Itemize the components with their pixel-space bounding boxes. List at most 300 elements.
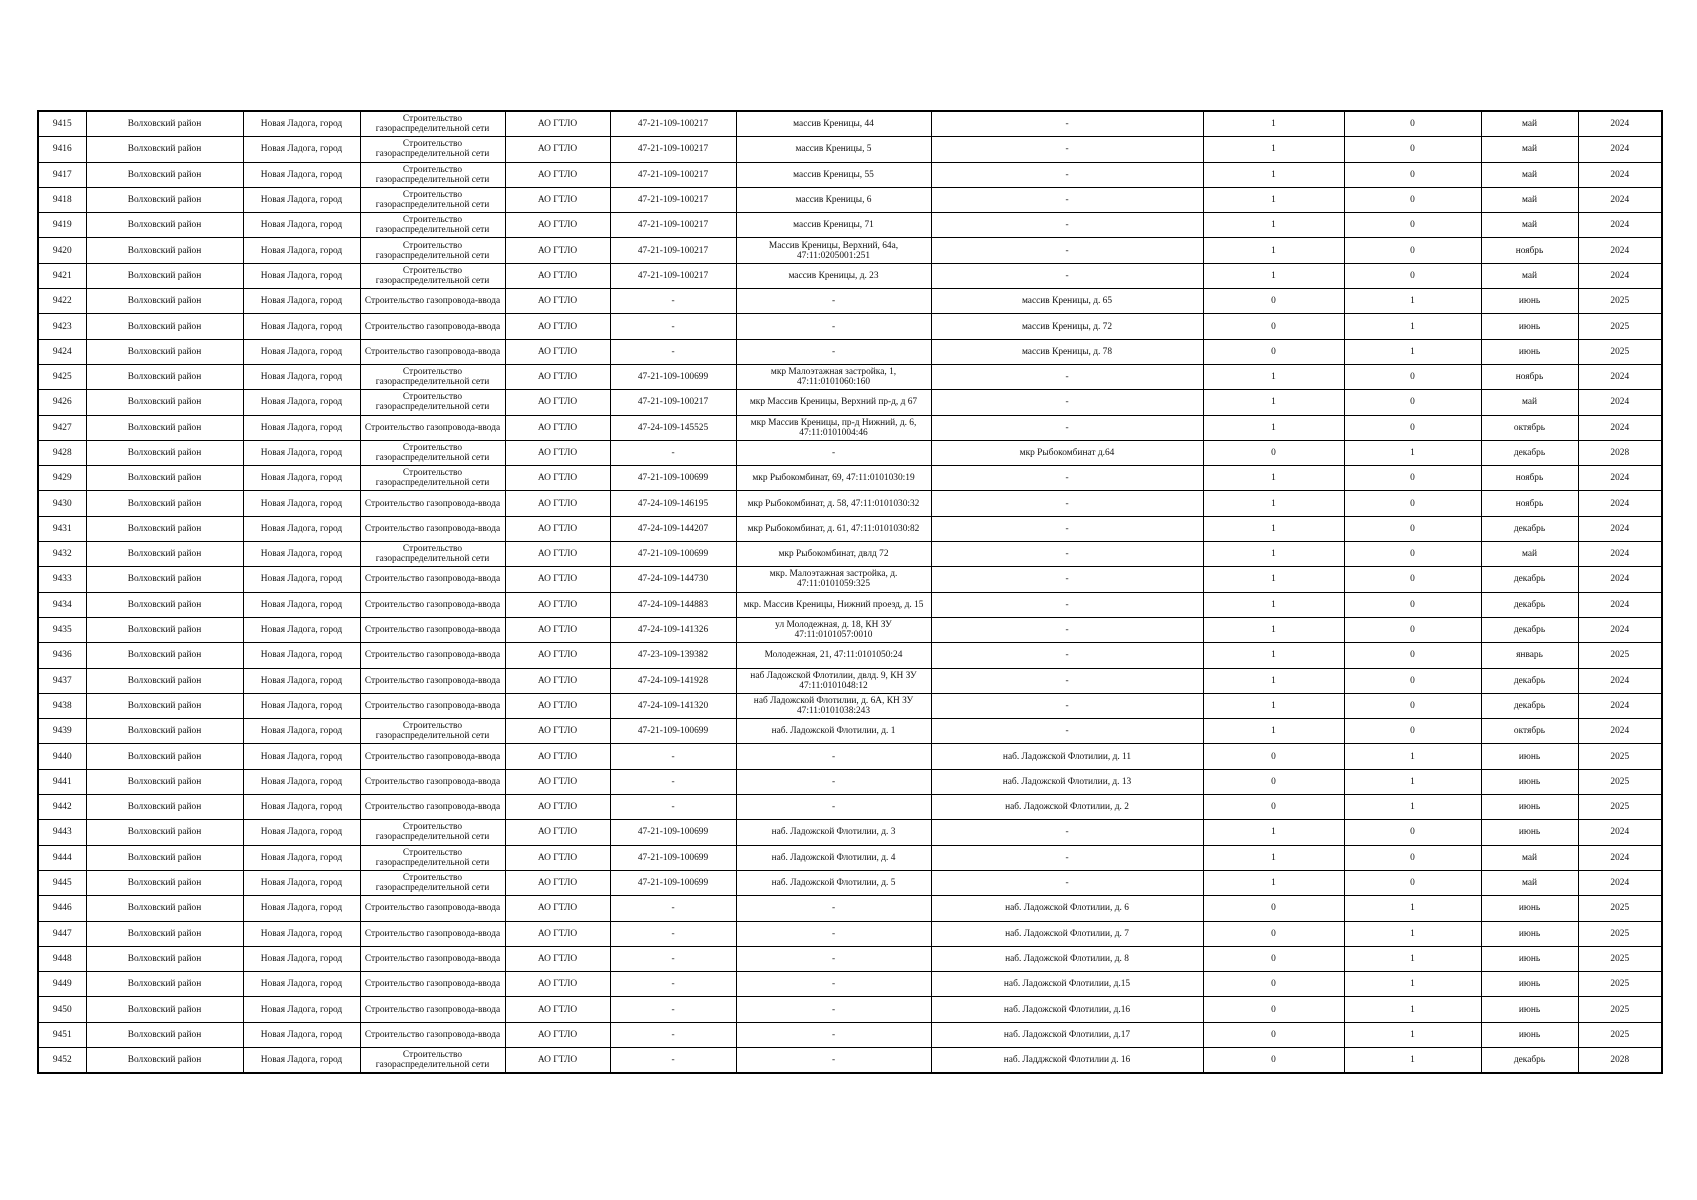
work-type-cell: Строительство газопровода-ввода <box>360 668 505 693</box>
address-cell: - <box>736 339 931 364</box>
settlement-cell: Новая Ладога, город <box>243 390 360 415</box>
district-cell: Волховский район <box>86 997 243 1022</box>
row-number-cell: 9446 <box>38 896 86 921</box>
month-cell: май <box>1481 111 1578 137</box>
table-row <box>38 567 1662 592</box>
settlement-cell: Новая Ладога, город <box>243 769 360 794</box>
network-count-cell: 1 <box>1203 187 1344 212</box>
district-cell: Волховский район <box>86 972 243 997</box>
table-row <box>38 617 1662 642</box>
network-count-cell: 1 <box>1203 870 1344 895</box>
organization-cell: АО ГТЛО <box>505 668 610 693</box>
network-count-cell: 1 <box>1203 542 1344 567</box>
work-type-cell: Строительство газораспределительной сети <box>360 187 505 212</box>
work-type-cell: Строительство газораспределительной сети <box>360 364 505 389</box>
input-count-cell: 1 <box>1344 314 1481 339</box>
row-number-cell: 9416 <box>38 137 86 162</box>
row-number-cell: 9426 <box>38 390 86 415</box>
settlement-cell: Новая Ладога, город <box>243 643 360 668</box>
address-cell: массив Креницы, 44 <box>736 111 931 137</box>
address-cell: мкр Массив Креницы, пр-д Нижний, д. 6, 47:11:0101004:46 <box>736 415 931 440</box>
table-row <box>38 795 1662 820</box>
network-count-cell: 1 <box>1203 617 1344 642</box>
input-address-cell: наб. Ладджской Флотилии д. 16 <box>931 1047 1203 1073</box>
year-cell: 2025 <box>1578 769 1662 794</box>
input-count-cell: 0 <box>1344 693 1481 718</box>
row-number-cell: 9429 <box>38 466 86 491</box>
district-cell: Волховский район <box>86 111 243 137</box>
district-cell: Волховский район <box>86 592 243 617</box>
object-code-cell: - <box>610 946 736 971</box>
settlement-cell: Новая Ладога, город <box>243 896 360 921</box>
table-row <box>38 516 1662 541</box>
input-address-cell: - <box>931 238 1203 263</box>
network-count-cell: 1 <box>1203 820 1344 845</box>
organization-cell: АО ГТЛО <box>505 921 610 946</box>
month-cell: декабрь <box>1481 693 1578 718</box>
network-count-cell: 1 <box>1203 567 1344 592</box>
row-number-cell: 9436 <box>38 643 86 668</box>
address-cell: - <box>736 1047 931 1073</box>
input-address-cell: - <box>931 390 1203 415</box>
row-number-cell: 9415 <box>38 111 86 137</box>
network-count-cell: 1 <box>1203 719 1344 744</box>
year-cell: 2024 <box>1578 263 1662 288</box>
row-number-cell: 9435 <box>38 617 86 642</box>
table-row <box>38 719 1662 744</box>
object-code-cell: - <box>610 997 736 1022</box>
work-type-cell: Строительство газораспределительной сети <box>360 719 505 744</box>
input-address-cell: - <box>931 466 1203 491</box>
input-address-cell: - <box>931 213 1203 238</box>
input-address-cell: - <box>931 187 1203 212</box>
month-cell: ноябрь <box>1481 238 1578 263</box>
district-cell: Волховский район <box>86 339 243 364</box>
organization-cell: АО ГТЛО <box>505 187 610 212</box>
year-cell: 2024 <box>1578 415 1662 440</box>
settlement-cell: Новая Ладога, город <box>243 137 360 162</box>
year-cell: 2024 <box>1578 187 1662 212</box>
row-number-cell: 9437 <box>38 668 86 693</box>
table-row <box>38 339 1662 364</box>
work-type-cell: Строительство газопровода-ввода <box>360 693 505 718</box>
year-cell: 2025 <box>1578 795 1662 820</box>
organization-cell: АО ГТЛО <box>505 162 610 187</box>
object-code-cell: - <box>610 896 736 921</box>
input-address-cell: - <box>931 111 1203 137</box>
settlement-cell: Новая Ладога, город <box>243 466 360 491</box>
settlement-cell: Новая Ладога, город <box>243 946 360 971</box>
table-row <box>38 693 1662 718</box>
organization-cell: АО ГТЛО <box>505 643 610 668</box>
work-type-cell: Строительство газораспределительной сети <box>360 1047 505 1073</box>
year-cell: 2025 <box>1578 744 1662 769</box>
row-number-cell: 9447 <box>38 921 86 946</box>
address-cell: мкр Рыбокомбинат, д. 61, 47:11:0101030:82 <box>736 516 931 541</box>
row-number-cell: 9448 <box>38 946 86 971</box>
input-address-cell: наб. Ладожской Флотилии, д.15 <box>931 972 1203 997</box>
settlement-cell: Новая Ладога, город <box>243 1022 360 1047</box>
network-count-cell: 0 <box>1203 339 1344 364</box>
table-row <box>38 845 1662 870</box>
row-number-cell: 9449 <box>38 972 86 997</box>
month-cell: июнь <box>1481 314 1578 339</box>
row-number-cell: 9422 <box>38 289 86 314</box>
input-count-cell: 0 <box>1344 870 1481 895</box>
settlement-cell: Новая Ладога, город <box>243 111 360 137</box>
address-cell: - <box>736 946 931 971</box>
address-cell: массив Креницы, 5 <box>736 137 931 162</box>
work-type-cell: Строительство газораспределительной сети <box>360 845 505 870</box>
district-cell: Волховский район <box>86 289 243 314</box>
input-address-cell: массив Креницы, д. 72 <box>931 314 1203 339</box>
month-cell: ноябрь <box>1481 466 1578 491</box>
address-cell: мкр Рыбокомбинат, д. 58, 47:11:0101030:32 <box>736 491 931 516</box>
work-type-cell: Строительство газопровода-ввода <box>360 1022 505 1047</box>
work-type-cell: Строительство газопровода-ввода <box>360 491 505 516</box>
district-cell: Волховский район <box>86 643 243 668</box>
month-cell: июнь <box>1481 1022 1578 1047</box>
settlement-cell: Новая Ладога, город <box>243 440 360 465</box>
input-address-cell: - <box>931 263 1203 288</box>
organization-cell: АО ГТЛО <box>505 364 610 389</box>
month-cell: июнь <box>1481 795 1578 820</box>
work-type-cell: Строительство газораспределительной сети <box>360 390 505 415</box>
settlement-cell: Новая Ладога, город <box>243 668 360 693</box>
settlement-cell: Новая Ладога, город <box>243 820 360 845</box>
district-cell: Волховский район <box>86 719 243 744</box>
year-cell: 2024 <box>1578 466 1662 491</box>
input-address-cell: - <box>931 693 1203 718</box>
input-address-cell: наб. Ладожской Флотилии, д.17 <box>931 1022 1203 1047</box>
input-address-cell: мкр Рыбокомбинат д.64 <box>931 440 1203 465</box>
network-count-cell: 1 <box>1203 238 1344 263</box>
network-count-cell: 1 <box>1203 111 1344 137</box>
year-cell: 2024 <box>1578 516 1662 541</box>
work-type-cell: Строительство газопровода-ввода <box>360 744 505 769</box>
row-number-cell: 9423 <box>38 314 86 339</box>
table-row <box>38 1047 1662 1073</box>
work-type-cell: Строительство газопровода-ввода <box>360 516 505 541</box>
year-cell: 2024 <box>1578 592 1662 617</box>
row-number-cell: 9419 <box>38 213 86 238</box>
work-type-cell: Строительство газораспределительной сети <box>360 440 505 465</box>
input-address-cell: - <box>931 668 1203 693</box>
input-count-cell: 0 <box>1344 820 1481 845</box>
input-count-cell: 0 <box>1344 364 1481 389</box>
table-row <box>38 643 1662 668</box>
address-cell: мкр Рыбокомбинат, 69, 47:11:0101030:19 <box>736 466 931 491</box>
network-count-cell: 1 <box>1203 491 1344 516</box>
district-cell: Волховский район <box>86 1022 243 1047</box>
settlement-cell: Новая Ладога, город <box>243 289 360 314</box>
settlement-cell: Новая Ладога, город <box>243 187 360 212</box>
table-row <box>38 668 1662 693</box>
district-cell: Волховский район <box>86 668 243 693</box>
object-code-cell: 47-24-109-141326 <box>610 617 736 642</box>
input-address-cell: наб. Ладожской Флотилии, д. 8 <box>931 946 1203 971</box>
month-cell: октябрь <box>1481 719 1578 744</box>
address-cell: - <box>736 921 931 946</box>
row-number-cell: 9425 <box>38 364 86 389</box>
settlement-cell: Новая Ладога, город <box>243 238 360 263</box>
network-count-cell: 0 <box>1203 1022 1344 1047</box>
settlement-cell: Новая Ладога, город <box>243 744 360 769</box>
settlement-cell: Новая Ладога, город <box>243 213 360 238</box>
work-type-cell: Строительство газораспределительной сети <box>360 213 505 238</box>
gasification-table-page <box>37 110 1661 1074</box>
district-cell: Волховский район <box>86 870 243 895</box>
network-count-cell: 1 <box>1203 693 1344 718</box>
network-count-cell: 0 <box>1203 744 1344 769</box>
network-count-cell: 1 <box>1203 668 1344 693</box>
organization-cell: АО ГТЛО <box>505 592 610 617</box>
input-address-cell: - <box>931 162 1203 187</box>
input-address-cell: - <box>931 516 1203 541</box>
work-type-cell: Строительство газопровода-ввода <box>360 972 505 997</box>
organization-cell: АО ГТЛО <box>505 946 610 971</box>
gasification-table <box>37 110 1663 1074</box>
organization-cell: АО ГТЛО <box>505 820 610 845</box>
object-code-cell: - <box>610 289 736 314</box>
table-row <box>38 390 1662 415</box>
network-count-cell: 1 <box>1203 643 1344 668</box>
address-cell: наб. Ладожской Флотилии, д. 5 <box>736 870 931 895</box>
input-address-cell: наб. Ладожской Флотилии, д. 13 <box>931 769 1203 794</box>
year-cell: 2025 <box>1578 921 1662 946</box>
year-cell: 2024 <box>1578 491 1662 516</box>
year-cell: 2024 <box>1578 617 1662 642</box>
district-cell: Волховский район <box>86 213 243 238</box>
address-cell: - <box>736 972 931 997</box>
work-type-cell: Строительство газопровода-ввода <box>360 946 505 971</box>
month-cell: июнь <box>1481 820 1578 845</box>
object-code-cell: 47-23-109-139382 <box>610 643 736 668</box>
input-count-cell: 0 <box>1344 466 1481 491</box>
row-number-cell: 9421 <box>38 263 86 288</box>
object-code-cell: 47-21-109-100699 <box>610 542 736 567</box>
object-code-cell: 47-21-109-100217 <box>610 213 736 238</box>
table-row <box>38 238 1662 263</box>
address-cell: наб. Ладожской Флотилии, д. 3 <box>736 820 931 845</box>
input-count-cell: 0 <box>1344 213 1481 238</box>
address-cell: массив Креницы, 55 <box>736 162 931 187</box>
input-address-cell: - <box>931 567 1203 592</box>
district-cell: Волховский район <box>86 1047 243 1073</box>
organization-cell: АО ГТЛО <box>505 693 610 718</box>
settlement-cell: Новая Ладога, город <box>243 870 360 895</box>
district-cell: Волховский район <box>86 795 243 820</box>
object-code-cell: 47-21-109-100217 <box>610 187 736 212</box>
district-cell: Волховский район <box>86 542 243 567</box>
table-row <box>38 491 1662 516</box>
year-cell: 2025 <box>1578 972 1662 997</box>
address-cell: наб. Ладожской Флотилии, д. 1 <box>736 719 931 744</box>
year-cell: 2024 <box>1578 364 1662 389</box>
address-cell: наб Ладожской Флотилии, д. 6А, КН ЗУ 47:11:0101038:243 <box>736 693 931 718</box>
object-code-cell: - <box>610 972 736 997</box>
year-cell: 2024 <box>1578 668 1662 693</box>
object-code-cell: 47-24-109-141928 <box>610 668 736 693</box>
work-type-cell: Строительство газопровода-ввода <box>360 643 505 668</box>
input-address-cell: - <box>931 542 1203 567</box>
input-address-cell: - <box>931 592 1203 617</box>
row-number-cell: 9430 <box>38 491 86 516</box>
organization-cell: АО ГТЛО <box>505 972 610 997</box>
address-cell: массив Креницы, 71 <box>736 213 931 238</box>
object-code-cell: 47-21-109-100699 <box>610 870 736 895</box>
object-code-cell: - <box>610 744 736 769</box>
object-code-cell: 47-21-109-100217 <box>610 263 736 288</box>
year-cell: 2024 <box>1578 567 1662 592</box>
year-cell: 2024 <box>1578 213 1662 238</box>
row-number-cell: 9427 <box>38 415 86 440</box>
row-number-cell: 9452 <box>38 1047 86 1073</box>
settlement-cell: Новая Ладога, город <box>243 921 360 946</box>
month-cell: декабрь <box>1481 617 1578 642</box>
input-count-cell: 1 <box>1344 440 1481 465</box>
organization-cell: АО ГТЛО <box>505 769 610 794</box>
settlement-cell: Новая Ладога, город <box>243 972 360 997</box>
input-count-cell: 1 <box>1344 769 1481 794</box>
table-row <box>38 997 1662 1022</box>
district-cell: Волховский район <box>86 466 243 491</box>
organization-cell: АО ГТЛО <box>505 466 610 491</box>
input-address-cell: наб. Ладожской Флотилии, д.16 <box>931 997 1203 1022</box>
input-count-cell: 0 <box>1344 263 1481 288</box>
settlement-cell: Новая Ладога, город <box>243 617 360 642</box>
address-cell: Массив Креницы, Верхний, 64а, 47:11:0205001:251 <box>736 238 931 263</box>
month-cell: май <box>1481 845 1578 870</box>
month-cell: май <box>1481 263 1578 288</box>
year-cell: 2024 <box>1578 390 1662 415</box>
district-cell: Волховский район <box>86 314 243 339</box>
work-type-cell: Строительство газораспределительной сети <box>360 137 505 162</box>
object-code-cell: - <box>610 440 736 465</box>
network-count-cell: 1 <box>1203 162 1344 187</box>
row-number-cell: 9432 <box>38 542 86 567</box>
settlement-cell: Новая Ладога, город <box>243 542 360 567</box>
table-row <box>38 137 1662 162</box>
input-count-cell: 1 <box>1344 896 1481 921</box>
input-count-cell: 0 <box>1344 542 1481 567</box>
row-number-cell: 9417 <box>38 162 86 187</box>
object-code-cell: 47-24-109-144883 <box>610 592 736 617</box>
district-cell: Волховский район <box>86 415 243 440</box>
year-cell: 2025 <box>1578 289 1662 314</box>
network-count-cell: 0 <box>1203 289 1344 314</box>
object-code-cell: - <box>610 769 736 794</box>
object-code-cell: - <box>610 921 736 946</box>
work-type-cell: Строительство газопровода-ввода <box>360 289 505 314</box>
address-cell: Молодежная, 21, 47:11:0101050:24 <box>736 643 931 668</box>
address-cell: мкр. Массив Креницы, Нижний проезд, д. 15 <box>736 592 931 617</box>
input-count-cell: 0 <box>1344 162 1481 187</box>
object-code-cell: 47-21-109-100699 <box>610 820 736 845</box>
object-code-cell: 47-21-109-100699 <box>610 719 736 744</box>
organization-cell: АО ГТЛО <box>505 263 610 288</box>
input-address-cell: - <box>931 137 1203 162</box>
input-count-cell: 1 <box>1344 1022 1481 1047</box>
month-cell: декабрь <box>1481 440 1578 465</box>
network-count-cell: 0 <box>1203 440 1344 465</box>
address-cell: - <box>736 997 931 1022</box>
object-code-cell: - <box>610 339 736 364</box>
object-code-cell: 47-21-109-100217 <box>610 111 736 137</box>
input-count-cell: 1 <box>1344 289 1481 314</box>
organization-cell: АО ГТЛО <box>505 997 610 1022</box>
organization-cell: АО ГТЛО <box>505 238 610 263</box>
organization-cell: АО ГТЛО <box>505 339 610 364</box>
network-count-cell: 1 <box>1203 845 1344 870</box>
work-type-cell: Строительство газораспределительной сети <box>360 542 505 567</box>
input-address-cell: - <box>931 719 1203 744</box>
table-row <box>38 364 1662 389</box>
network-count-cell: 0 <box>1203 314 1344 339</box>
network-count-cell: 1 <box>1203 213 1344 238</box>
district-cell: Волховский район <box>86 946 243 971</box>
district-cell: Волховский район <box>86 744 243 769</box>
input-count-cell: 0 <box>1344 845 1481 870</box>
row-number-cell: 9431 <box>38 516 86 541</box>
address-cell: массив Креницы, д. 23 <box>736 263 931 288</box>
input-count-cell: 0 <box>1344 111 1481 137</box>
address-cell: - <box>736 289 931 314</box>
network-count-cell: 0 <box>1203 972 1344 997</box>
address-cell: - <box>736 795 931 820</box>
settlement-cell: Новая Ладога, город <box>243 314 360 339</box>
district-cell: Волховский район <box>86 491 243 516</box>
input-count-cell: 0 <box>1344 238 1481 263</box>
network-count-cell: 1 <box>1203 137 1344 162</box>
month-cell: июнь <box>1481 997 1578 1022</box>
row-number-cell: 9424 <box>38 339 86 364</box>
address-cell: мкр Малоэтажная застройка, 1, 47:11:0101060:160 <box>736 364 931 389</box>
district-cell: Волховский район <box>86 263 243 288</box>
table-row <box>38 289 1662 314</box>
table-row <box>38 440 1662 465</box>
district-cell: Волховский район <box>86 440 243 465</box>
organization-cell: АО ГТЛО <box>505 314 610 339</box>
network-count-cell: 0 <box>1203 896 1344 921</box>
district-cell: Волховский район <box>86 137 243 162</box>
input-count-cell: 1 <box>1344 795 1481 820</box>
district-cell: Волховский район <box>86 567 243 592</box>
work-type-cell: Строительство газопровода-ввода <box>360 795 505 820</box>
table-row <box>38 592 1662 617</box>
organization-cell: АО ГТЛО <box>505 896 610 921</box>
district-cell: Волховский район <box>86 896 243 921</box>
input-count-cell: 0 <box>1344 643 1481 668</box>
work-type-cell: Строительство газораспределительной сети <box>360 111 505 137</box>
input-address-cell: - <box>931 870 1203 895</box>
year-cell: 2028 <box>1578 440 1662 465</box>
year-cell: 2025 <box>1578 997 1662 1022</box>
row-number-cell: 9434 <box>38 592 86 617</box>
object-code-cell: 47-21-109-100217 <box>610 238 736 263</box>
network-count-cell: 1 <box>1203 364 1344 389</box>
organization-cell: АО ГТЛО <box>505 719 610 744</box>
organization-cell: АО ГТЛО <box>505 870 610 895</box>
object-code-cell: 47-21-109-100217 <box>610 137 736 162</box>
table-row <box>38 213 1662 238</box>
month-cell: декабрь <box>1481 567 1578 592</box>
address-cell: мкр Массив Креницы, Верхний пр-д, д 67 <box>736 390 931 415</box>
settlement-cell: Новая Ладога, город <box>243 567 360 592</box>
settlement-cell: Новая Ладога, город <box>243 1047 360 1073</box>
month-cell: май <box>1481 187 1578 212</box>
network-count-cell: 1 <box>1203 390 1344 415</box>
